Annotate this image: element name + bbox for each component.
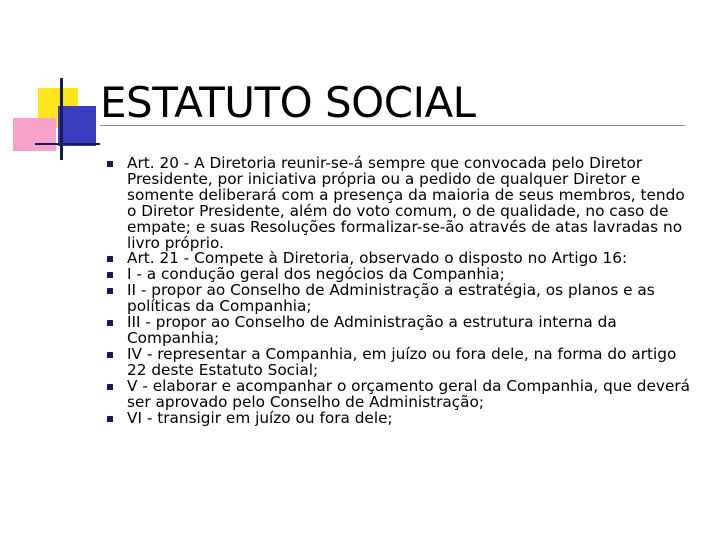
vertical-line bbox=[60, 78, 63, 160]
bullet-icon bbox=[107, 384, 113, 390]
list-item-text: Art. 21 - Compete à Diretoria, observado o disposto no Artigo 16: bbox=[127, 249, 628, 268]
list-item-text: II - propor ao Conselho de Administração a estratégia, os planos e as políticas da Companhia; bbox=[127, 281, 655, 316]
list-item-text: V - elaborar e acompanhar o orçamento geral da Companhia, que deverá ser aprovado pelo Conselho de Administração; bbox=[127, 376, 691, 411]
bullet-icon bbox=[107, 416, 113, 422]
bullet-icon bbox=[107, 161, 113, 167]
bullet-list bbox=[107, 156, 692, 426]
list-item-text: I - a condução geral dos negócios da Companhia; bbox=[127, 265, 505, 284]
pink-square bbox=[13, 118, 56, 151]
bullet-icon bbox=[107, 272, 113, 278]
list-item-text: III - propor ao Conselho de Administração a estrutura interna da Companhia; bbox=[127, 313, 617, 347]
bullet-icon bbox=[107, 288, 113, 294]
bullet-icon bbox=[107, 256, 113, 262]
blue-square bbox=[58, 106, 96, 146]
list-item bbox=[107, 344, 692, 379]
list-item bbox=[107, 376, 692, 411]
decorative-logo bbox=[0, 0, 100, 170]
bullet-icon bbox=[107, 320, 113, 326]
list-item bbox=[107, 283, 692, 315]
list-item-text: Art. 20 - A Diretoria reunir-se-á sempre que convocada pelo Diretor Presidente, por iniciativa própria ou a pedido de qualquer Diretor e somente deliberará com a presença da maioria de seus membros, tendo o Diretor Presidente, além do voto comum, o de qualidade, no caso de empate; e suas Resoluções formalizar-se-ão através de atas lavradas no livro próprio. bbox=[127, 154, 685, 252]
list-item-text: IV - representar a Companhia, em juízo ou fora dele, na forma do artigo 22 deste Estatuto Social; bbox=[127, 344, 677, 379]
list-item-text: VI - transigir em juízo ou fora dele; bbox=[127, 408, 393, 427]
bullet-icon bbox=[107, 352, 113, 358]
slide-title: ESTATUTO SOCIAL bbox=[100, 78, 476, 127]
list-item bbox=[107, 156, 692, 251]
list-item bbox=[107, 408, 692, 427]
list-item bbox=[107, 315, 692, 347]
horizontal-line bbox=[35, 143, 100, 145]
